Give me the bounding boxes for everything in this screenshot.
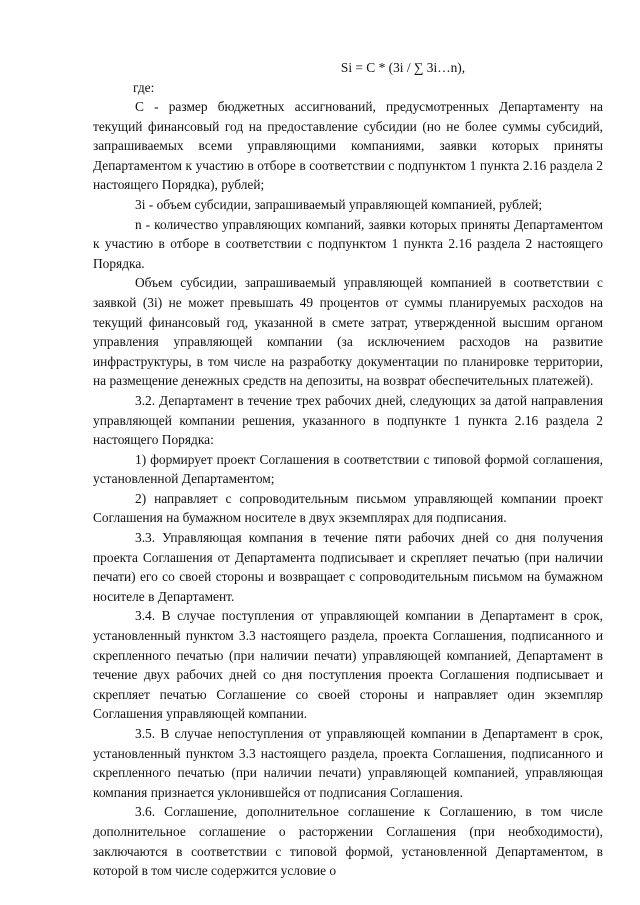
paragraph-c-definition: C - размер бюджетных ассигнований, предусмотренных Департаменту на текущий финансовый год на предоставление субсидии (но не более суммы субсидий, запрашиваемых всеми управляющими компаниями, заявки которых приняты Департаментом к участию в отборе в соответствии с подпунктом 1 пункта 2.16 раздела 2 настоящего Порядка), рублей;: [93, 99, 603, 193]
paragraph-3-4: 3.4. В случае поступления от управляющей компании в Департамент в срок, установленный пунктом 3.3 настоящего раздела, проекта Соглашения, подписанного и скрепленного печатью (при наличии печати) управляющей компанией, Департамент в течение двух рабочих дней со дня поступления проекта Соглашения подписывает и скрепляет печатью Соглашение со своей стороны и направляет один экземпляр Соглашения управляющей компании.: [93, 608, 603, 722]
paragraph-3-2-item-1: 1) формирует проект Соглашения в соответствии с типовой формой соглашения, установленной Департаментом;: [93, 451, 603, 487]
paragraph-3-2-item-2: 2) направляет с сопроводительным письмом управляющей компании проект Соглашения на бумажном носителе в двух экземплярах для подписания.: [93, 490, 603, 526]
paragraph-3i-definition: 3i - объем субсидии, запрашиваемый управляющей компанией, рублей;: [135, 196, 543, 212]
paragraph-3-6: 3.6. Соглашение, дополнительное соглашение к Соглашению, в том числе дополнительное соглашение о расторжении Соглашения (при необходимости), заключаются в соответствии с типовой формой, установленной Департаментом, в которой в том числе содержится условие о: [93, 804, 603, 879]
paragraph-3-5: 3.5. В случае непоступления от управляющей компании в Департамент в срок, установленный пунктом 3.3 настоящего раздела, проекта Соглашения, подписанного и скрепленного печатью (при наличии печати) управляющей компанией, управляющая компания признается уклонившейся от подписания Соглашения.: [93, 726, 603, 800]
paragraph-subsidy-limit: Объем субсидии, запрашиваемый управляющей компанией в соответствии с заявкой (3i) не может превышать 49 процентов от суммы планируемых расходов на текущий финансовый год, указанной в смете затрат, утвержденной высшим органом управления управляющей компании (за исключением расходов на развитие инфраструктуры, в том числе на разработку документации по планировкe территории, на размещение денежных средств на депозиты, на возврат обеспечительных платежей).: [93, 275, 603, 389]
paragraph-n-definition: n - количество управляющих компаний, заявки которых приняты Департаментом к участию в отборе в соответствии с подпунктом 1 пункта 2.16 раздела 2 настоящего Порядка.: [93, 216, 603, 271]
where-label: где:: [133, 80, 155, 95]
paragraph-3-3: 3.3. Управляющая компания в течение пяти рабочих дней со дня получения проекта Соглашения от Департамента подписывает и скрепляет печатью (при наличии печати) его со своей стороны и возвращает с сопроводительным письмом на бумажном носителе в Департамент.: [93, 530, 603, 604]
paragraph-3-2: 3.2. Департамент в течение трех рабочих дней, следующих за датой направления управляющей компании решения, указанного в подпункте 1 пункта 2.16 раздела 2 настоящего Порядка:: [93, 392, 603, 448]
subsidy-formula: Si = C * (3i / ∑ 3i…n),: [340, 60, 466, 75]
paragraph-list: [93, 97, 603, 881]
